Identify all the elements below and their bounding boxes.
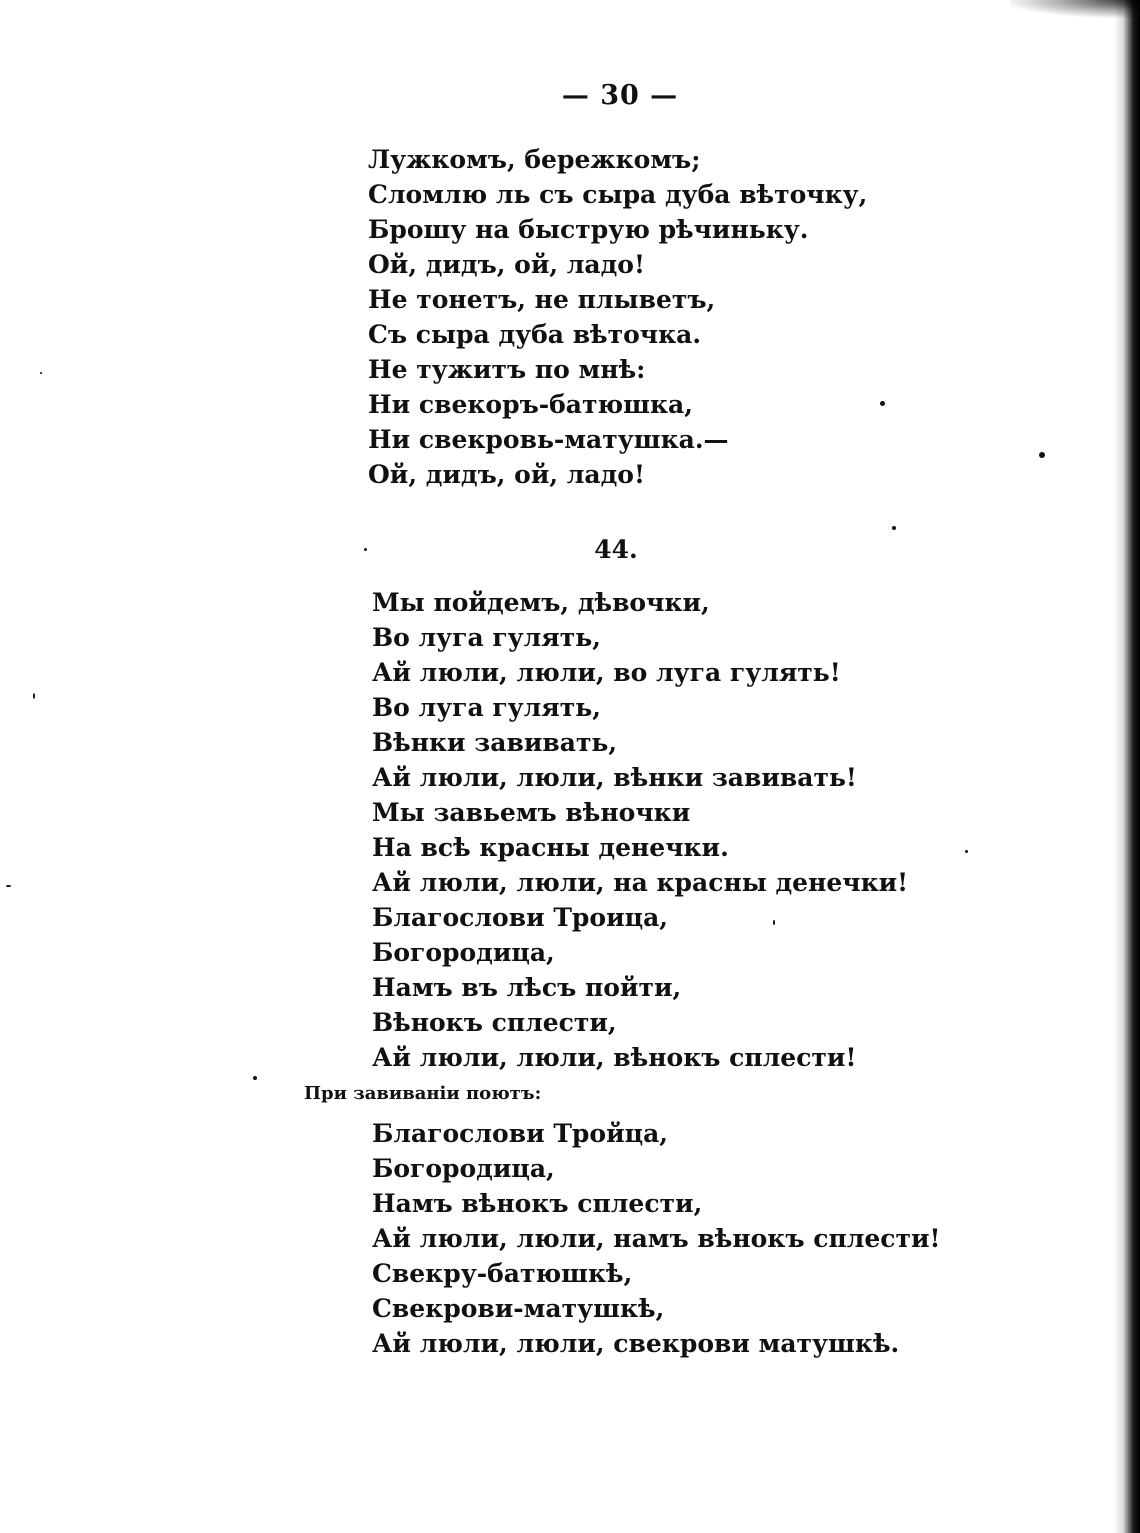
scan-speck [892, 526, 896, 530]
scan-speck [253, 1076, 257, 1080]
verse-line: Лужкомъ, бережкомъ; [368, 145, 701, 174]
page-number: — 30 — [561, 80, 679, 111]
verse-line: Не тужитъ по мнѣ: [368, 355, 646, 384]
verse-line: Съ сыра дуба вѣточка. [368, 320, 702, 349]
scan-speck [364, 548, 367, 551]
song-line: Мы пойдемъ, дѣвочки, [372, 588, 710, 617]
song-refrain [372, 1116, 941, 1361]
song-number: 44. [594, 535, 638, 564]
song-line: Благослови Троица, [372, 903, 668, 932]
refrain-line: Ай люли, люли, свекрови матушкѣ. [372, 1329, 900, 1358]
song-verse [372, 585, 908, 1075]
song-line: Ай люли, люли, на красны денечки! [372, 868, 909, 897]
verse-line: Ни свекровь-матушка.— [368, 425, 729, 454]
scan-speck [965, 850, 968, 853]
verse-line: Сломлю ль съ сыра дуба вѣточку, [368, 180, 868, 209]
verse-line: Ни свекоръ-батюшка, [368, 390, 693, 419]
scan-speck [773, 920, 775, 925]
scan-speck [1039, 452, 1045, 458]
song-line: Ай люли, люли, вѣнки завивать! [372, 763, 857, 792]
verse-line: Ой, дидъ, ой, ладо! [368, 250, 645, 279]
page-edge-shadow [1114, 0, 1140, 1533]
song-line: Вѣнки завивать, [372, 728, 618, 757]
refrain-line: Намъ вѣнокъ сплести, [372, 1189, 703, 1218]
song-line: Ай люли, люли, во луга гулять! [372, 658, 841, 687]
song-line: Вѣнокъ сплести, [372, 1008, 617, 1037]
song-line: Богородица, [372, 938, 555, 967]
song-line: Ай люли, люли, вѣнокъ сплести! [372, 1043, 857, 1072]
song-line: Во луга гулять, [372, 693, 601, 722]
refrain-line: Благослови Тройца, [372, 1119, 668, 1148]
refrain-line: Ай люли, люли, намъ вѣнокъ сплести! [372, 1224, 941, 1253]
scan-speck [33, 693, 35, 699]
refrain-line: Свекрови-матушкѣ, [372, 1294, 665, 1323]
verse-line: Ой, дидъ, ой, ладо! [368, 460, 645, 489]
verse-line: Брошу на быструю рѣчиньку. [368, 215, 809, 244]
song-line: Во луга гулять, [372, 623, 601, 652]
refrain-line: Свекру-батюшкѣ, [372, 1259, 633, 1288]
stage-direction: При завиваніи поютъ: [304, 1083, 542, 1104]
verse-continuation [368, 142, 867, 492]
song-line: Намъ въ лѣсъ пойти, [372, 973, 682, 1002]
song-line: Мы завьемъ вѣночки [372, 798, 691, 827]
page-corner-shadow [1010, 0, 1140, 18]
scan-speck [40, 372, 42, 374]
scan-speck [6, 885, 11, 887]
refrain-line: Богородица, [372, 1154, 555, 1183]
verse-line: Не тонетъ, не плыветъ, [368, 285, 716, 314]
scan-speck [880, 401, 885, 406]
song-line: На всѣ красны денечки. [372, 833, 729, 862]
